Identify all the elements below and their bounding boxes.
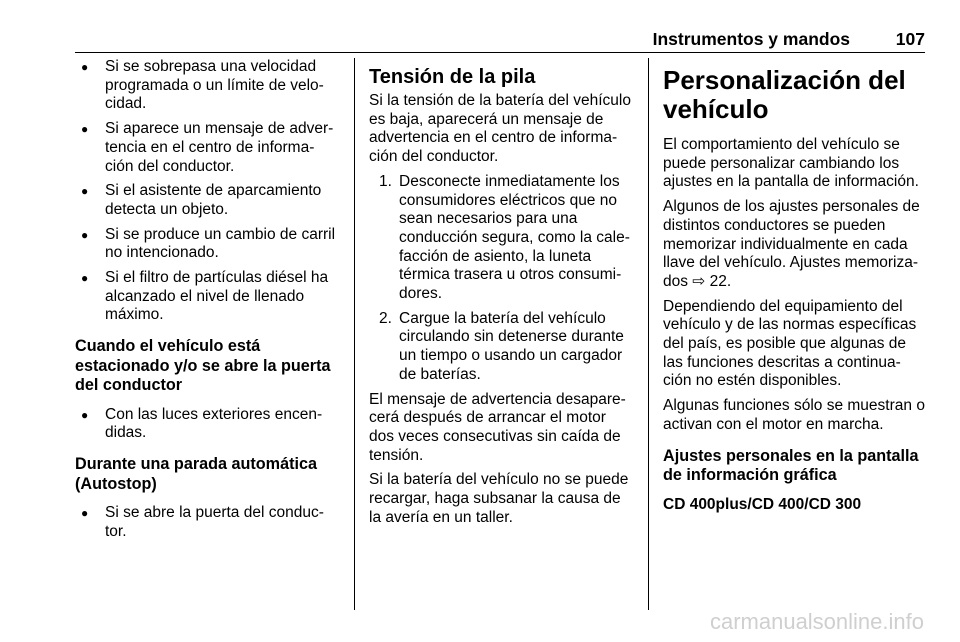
step-item [369, 173, 634, 304]
list-item: ● Si se sobrepasa una velocidad programada o un límite de velo-cidad. [75, 58, 340, 114]
model-label: CD 400plus/CD 400/CD 300 [663, 495, 862, 513]
list-item: ● Si se produce un cambio de carril no intencionado. [75, 226, 340, 263]
column-right [663, 58, 928, 514]
heading-autostop: Durante una parada automática (Autostop) [75, 455, 317, 493]
step-number: 2. [379, 309, 392, 327]
list-item: ● Si aparece un mensaje de adver-tencia en el centro de informa-ción del conductor. [75, 120, 340, 176]
bullet-list-autostop [75, 504, 340, 541]
bullet-list-parked [75, 406, 340, 443]
page-header [75, 28, 925, 50]
subheading-settings: Ajustes personales en la pantalla de información gráfica [663, 446, 919, 485]
section-heading-personalization: Personalización del vehículo [663, 65, 906, 124]
paragraph-3: Dependiendo del equipamiento del vehículo y de las normas específicas del país, es posible que algunas de las funciones descritas a continua-ción no estén disponibles. [663, 297, 917, 390]
page-number: 107 [895, 29, 925, 49]
column-middle [369, 58, 634, 533]
header-title: Instrumentos y mandos [652, 29, 850, 49]
paragraph-intro: Si la tensión de la batería del vehículo es baja, aparecerá un mensaje de advertencia en el centro de informa-ción del conductor. [369, 92, 631, 166]
column-left [75, 58, 340, 547]
column-divider-1 [354, 58, 355, 610]
step-text: Cargue la batería del vehículo circulando sin detenerse durante un tiempo o usando un cargador de baterías. [399, 309, 624, 383]
list-item: ● Con las luces exteriores encen-didas. [75, 406, 340, 443]
watermark: carmanualsonline.info [709, 609, 924, 634]
section-heading-battery: Tensión de la pila [369, 66, 536, 88]
numbered-steps [369, 173, 634, 385]
list-item: ● Si se abre la puerta del conduc-tor. [75, 504, 340, 541]
paragraph-4: Algunas funciones sólo se muestran o activan con el motor en marcha. [663, 397, 925, 433]
heading-parked: Cuando el vehículo está estacionado y/o se abre la puerta del conductor [75, 337, 331, 395]
list-item: ● Si el asistente de aparcamiento detecta un objeto. [75, 182, 340, 219]
paragraph-1: El comportamiento del vehículo se puede personalizar cambiando los ajustes en la pantalla de información. [663, 136, 919, 191]
paragraph-2: Algunos de los ajustes personales de distintos conductores se pueden memorizar individualmente en cada llave del vehículo. Ajustes memoriza-dos ⇨ 22. [663, 198, 920, 290]
list-item: ● Si el filtro de partículas diésel ha alcanzado el nivel de llenado máximo. [75, 269, 340, 325]
header-divider [75, 52, 925, 53]
bullet-list-conditions [75, 58, 340, 325]
step-text: Desconecte inmediatamente los consumidores eléctricos que no sean necesarios para una conducción segura, como la cale-facción de asiento, la luneta térmica trasera u otros consumi-dores. [399, 172, 630, 303]
step-number: 1. [379, 172, 392, 190]
paragraph-workshop: Si la batería del vehículo no se puede recargar, haga subsanar la causa de la avería en un taller. [369, 471, 629, 526]
step-item [369, 310, 634, 385]
paragraph-warning-disappear: El mensaje de advertencia desapare-cerá después de arrancar el motor dos veces consecutivas sin caída de tensión. [369, 390, 626, 464]
column-divider-2 [648, 58, 649, 610]
